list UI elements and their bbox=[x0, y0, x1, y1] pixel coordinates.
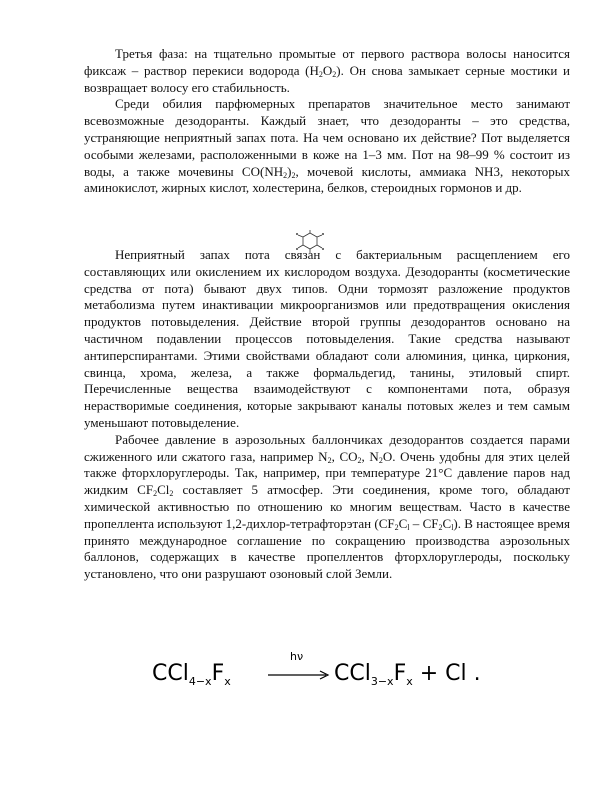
reaction-arrow-icon bbox=[268, 670, 330, 680]
equation-arrow-label: hν bbox=[290, 650, 304, 663]
equation-reactant: $CCl_{4-x}F_x$ bbox=[152, 661, 231, 688]
text-block-top bbox=[84, 46, 570, 197]
equation-products: $CCl_{3-x}F_x + Cl$ . bbox=[334, 661, 481, 688]
paragraph-fixative: Третья фаза: на тщательно промытые от первого раствора волосы наносится фиксаж – раствор перекиси водорода $(H_2O_2)$. Он снова замыкает серные мостики и возвращает волосу его стабильность. bbox=[84, 46, 570, 95]
text-block-bottom bbox=[84, 247, 570, 583]
chemical-equation bbox=[152, 648, 502, 698]
paragraph-aerosols: Рабочее давление в аэрозольных баллончиках дезодорантов создается парами сжиженного или сжатого газа, например $N_2$, $CO_2$, $N_2O$. Очень удобны для этих целей также фторхлоруглероды. Так, например, при температуре 21°С давление паров над жидким $CF_2Cl_2$ составляет 5 атмосфер. Эти соединения, кроме того, обладают химической активностью по отношению ко многим веществам. Часто в качестве пропеллента используют 1,2-дихлор-тетрафторэтан $(CF_2C_l - CF_2C_l)$. В настоящее время принято международное соглашение по сокращению производства аэрозольных баллонов, содержащих в качестве пропеллентов фторхлоруглероды, поскольку установлено, что они разрушают озоновый слой Земли. bbox=[84, 431, 571, 582]
paragraph-deodorants: Среди обилия парфюмерных препаратов значительное место занимают всевозможные дезодоранты. Каждый знает, что дезодоранты – это средства, устраняющие неприятный запах пота. На чем основано их действие? Пот выделяется особыми железами, расположенными в коже на 1–3 мм. Пот на 98–99 % состоит из воды, а также мочевины $CO(NH_2)_2$, мочевой кислоты, аммиака NH3, некоторых аминокислот, жирных кислот, холестерина, белков, стероидных гормонов и др. bbox=[84, 96, 570, 196]
paragraph-antiperspirants: Неприятный запах пота связан с бактериальным расщеплением его составляющих или окислением их кислородом воздуха. Дезодоранты (косметические средства от пота) бывают двух типов. Одни тормозят разложение продуктов метаболизма путем инактивации микроорганизмов или предотвращения окисления продуктов потовыделения. Действие второй группы дезодорантов основано на частичном подавлении процессов потовыделения. Такие средства называют антиперспирантами. Этими свойствами обладают соли алюминия, цинка, циркония, свинца, хрома, железа, а также формальдегид, танины, этиловый спирт. Перечисленные вещества взаимодействуют с компонентами пота, образуя нерастворимые соединения, которые закрывают каналы потовых желез и тем самым уменьшают потовыделение. bbox=[84, 247, 570, 430]
